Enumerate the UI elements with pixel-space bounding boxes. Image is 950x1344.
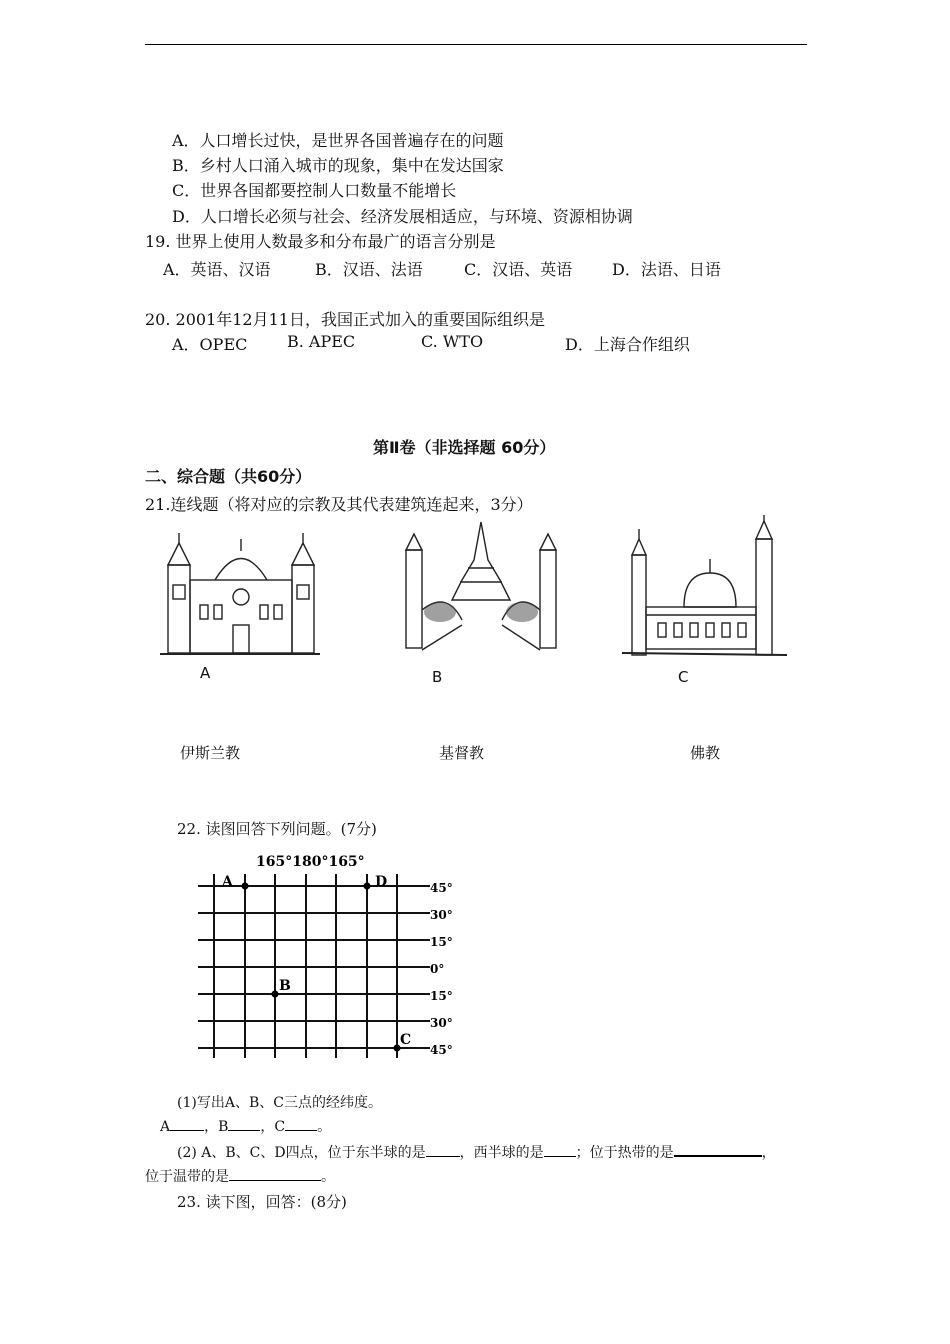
building-label-a: A <box>200 664 211 682</box>
q22-stem: 22. 读图回答下列问题。(7分) <box>177 820 377 838</box>
blank-label-a: A <box>160 1119 171 1135</box>
lat-label-30s: 30° <box>430 1016 453 1030</box>
point-d-marker <box>364 883 371 890</box>
q20-option-d: D．上海合作组织 <box>565 335 690 354</box>
q21-stem: 21.连线题（将对应的宗教及其代表建筑连起来，3分） <box>145 495 533 514</box>
sub2-text-4: ， <box>761 1145 776 1161</box>
q23-stem: 23. 读下图，回答：(8分) <box>177 1193 347 1211</box>
pagoda-illustration <box>402 520 562 660</box>
lat-label-30n: 30° <box>430 908 453 922</box>
q19-option-d: D．法语、日语 <box>612 260 721 279</box>
lat-long-grid <box>190 848 470 1063</box>
q18-option-a: A．人口增长过快，是世界各国普遍存在的问题 <box>172 131 504 150</box>
header-rule <box>145 44 807 45</box>
point-d-label: D <box>375 874 388 890</box>
q19-option-c: C．汉语、英语 <box>464 260 573 279</box>
blank-west[interactable] <box>544 1142 576 1157</box>
point-a-marker <box>242 883 249 890</box>
sub2-text-1: (2) A、B、C、D四点，位于东半球的是 <box>177 1145 426 1161</box>
part2-title: 第Ⅱ卷（非选择题 60分） <box>373 438 556 457</box>
q18-option-b: B．乡村人口涌入城市的现象，集中在发达国家 <box>172 156 504 175</box>
sub2-text-2: ，西半球的是 <box>459 1145 544 1161</box>
point-a-label: A <box>222 874 233 890</box>
q22-sub1-answers <box>160 1116 331 1136</box>
blank-label-c: ，C <box>260 1119 286 1135</box>
q18-option-c: C．世界各国都要控制人口数量不能增长 <box>172 181 457 200</box>
q20-option-a: A．OPEC <box>172 335 248 354</box>
lat-label-0: 0° <box>430 962 445 976</box>
lat-label-45s: 45° <box>430 1043 453 1057</box>
q19-option-a: A．英语、汉语 <box>163 260 271 279</box>
q19-stem: 19. 世界上使用人数最多和分布最广的语言分别是 <box>145 232 496 251</box>
church-illustration <box>160 525 320 657</box>
mosque-illustration <box>622 515 787 660</box>
sub2-text-6: 。 <box>321 1169 335 1185</box>
q20-stem: 20. 2001年12月11日，我国正式加入的重要国际组织是 <box>145 310 545 329</box>
blank-tropical[interactable] <box>674 1141 762 1157</box>
lat-label-15n: 15° <box>430 935 453 949</box>
building-label-c: C <box>678 668 689 686</box>
grid-top-label: 165°180°165° <box>256 854 365 870</box>
blank-end: 。 <box>317 1119 332 1135</box>
building-label-b: B <box>432 668 443 686</box>
blank-temperate[interactable] <box>229 1166 321 1181</box>
q22-sub2-line2 <box>145 1166 335 1186</box>
point-b-marker <box>272 991 279 998</box>
lat-label-45n: 45° <box>430 881 453 895</box>
sub2-text-3: ；位于热带的是 <box>575 1145 674 1161</box>
religion-christianity: 基督教 <box>439 744 485 762</box>
q19-option-b: B．汉语、法语 <box>315 260 423 279</box>
point-b-label: B <box>279 978 291 994</box>
sub2-text-5: 位于温带的是 <box>145 1169 229 1185</box>
blank-c[interactable] <box>285 1116 317 1131</box>
blank-label-b: ，B <box>204 1119 229 1135</box>
section2-heading: 二、综合题（共60分） <box>145 467 312 486</box>
blank-a[interactable] <box>170 1116 204 1131</box>
q18-option-d: D．人口增长必须与社会、经济发展相适应，与环境、资源相协调 <box>172 207 633 226</box>
q20-option-c: C. WTO <box>421 332 484 351</box>
lat-label-15s: 15° <box>430 989 453 1003</box>
q22-sub1: (1)写出A、B、C三点的经纬度。 <box>177 1095 382 1111</box>
blank-east[interactable] <box>426 1142 460 1157</box>
religion-buddhism: 佛教 <box>690 744 721 762</box>
religion-islam: 伊斯兰教 <box>180 744 241 762</box>
q22-sub2-line1 <box>177 1141 776 1162</box>
point-c-label: C <box>400 1032 412 1048</box>
q20-option-b: B. APEC <box>287 332 356 351</box>
blank-b[interactable] <box>228 1116 260 1131</box>
